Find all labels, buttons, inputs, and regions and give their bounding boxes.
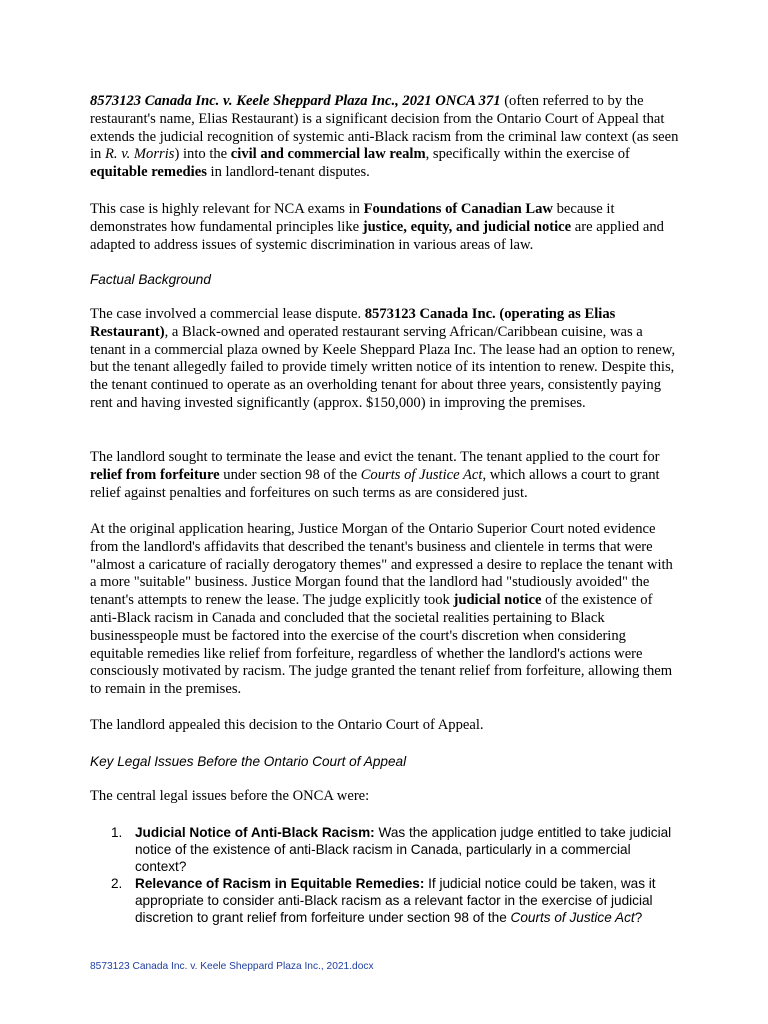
appeal-paragraph: The landlord appealed this decision to the Ontario Court of Appeal. [90, 717, 484, 733]
intro-paragraph: 8573123 Canada Inc. v. Keele Sheppard Plaza Inc., 2021 ONCA 371 (often referred to by the restaurant's name, Elias Restaurant) is a significant decision from the Ontario Court of Appeal that extends the judicial recognition of systemic anti-Black racism from the criminal law context (as seen in R. v. Morris) into the civil and commercial law realm, specifically within the exercise of equitable remedies in landlord-tenant disputes. [90, 93, 679, 181]
facts-paragraph-1: The case involved a commercial lease dispute. 8573123 Canada Inc. (operating as Elias Restaurant), a Black-owned and operated restaurant serving African/Caribbean cuisine, was a tenant in a commercial plaza owned by Keele Sheppard Plaza Inc. The lease had an option to renew, but the tenant allegedly failed to provide timely written notice of its intention to renew. Despite this, the tenant continued to operate as an overholding tenant for about three years, consistently paying rent and having invested significantly (approx. $150,000) in improving the premises. [90, 306, 676, 411]
issue-title: Relevance of Racism in Equitable Remedies: [135, 876, 425, 891]
issue-title: Judicial Notice of Anti-Black Racism: [135, 825, 375, 840]
list-item [90, 824, 680, 875]
issue-text: If judicial notice could be taken, was it appropriate to consider anti-Black racism as a relevant factor in the exercise of judicial discretion to grant relief from forfeiture under section 98 of the [135, 876, 656, 925]
facts-paragraph-2: The landlord sought to terminate the lease and evict the tenant. The tenant applied to the court for relief from forfeiture under section 98 of the Courts of Justice Act, which allows a court to grant relief against penalties and forfeitures on such terms as are considered just. [90, 449, 660, 501]
footer-filename: 8573123 Canada Inc. v. Keele Sheppard Plaza Inc., 2021.docx [90, 961, 374, 972]
issue-text: Was the application judge entitled to take judicial notice of the existence of anti-Black racism in Canada, particularly in a commercial context? [135, 825, 672, 874]
list-item: 2. Relevance of Racism in Equitable Remedies: If judicial notice could be taken, was it appropriate to consider anti-Black racism as a relevant factor in the exercise of judicial discretion to grant relief from forfeiture under section 98 of the Courts of Justice Act? [111, 876, 656, 925]
list-number: 2. [111, 876, 123, 891]
facts-paragraph-3: At the original application hearing, Justice Morgan of the Ontario Superior Court noted evidence from the landlord's affidavits that described the tenant's business and clientele in terms that were "almost a caricature of racially derogatory themes" and expressed a desire to replace the tenant with a more "suitable" business. Justice Morgan found that the landlord had "studiously avoided" the tenant's attempts to renew the lease. The judge explicitly took judicial notice of the existence of anti-Black racism in Canada and concluded that the societal realities pertaining to Black businesspeople must be factored into the exercise of the court's discretion when considering equitable remedies like relief from forfeiture, regardless of whether the landlord's actions were consciously motivated by racism. The judge granted the tenant relief from forfeiture, allowing them to remain in the premises. [90, 521, 673, 698]
issues-intro: The central legal issues before the ONCA were: [90, 788, 370, 804]
heading-key-legal-issues: Key Legal Issues Before the Ontario Court of Appeal [90, 754, 407, 769]
list-number: 1. [111, 825, 123, 840]
case-name: 8573123 Canada Inc. v. Keele Sheppard Plaza Inc., 2021 ONCA 371 [90, 93, 501, 109]
relevance-paragraph: This case is highly relevant for NCA exams in Foundations of Canadian Law because it demonstrates how fundamental principles like justice, equity, and judicial notice are applied and adapted to address issues of systemic discrimination in various areas of law. [90, 201, 664, 253]
issues-list [90, 824, 680, 926]
heading-factual-background: Factual Background [90, 272, 211, 287]
